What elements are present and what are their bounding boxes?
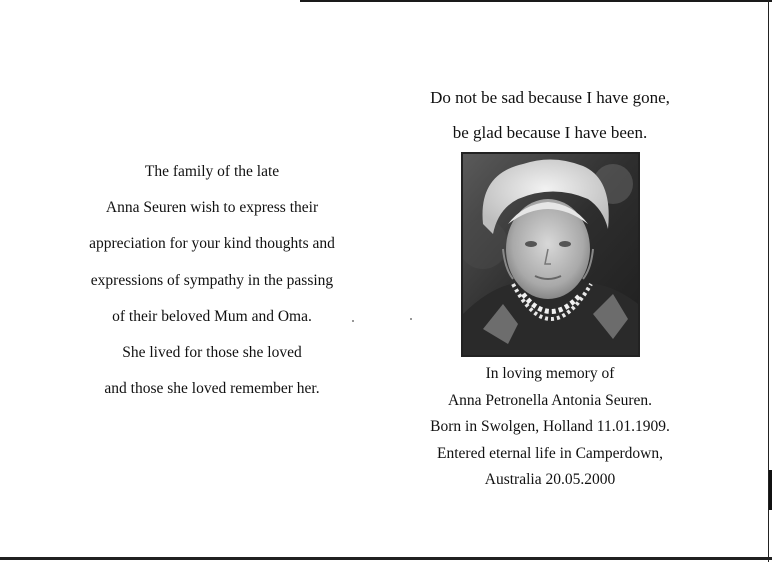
portrait-photo [461,152,640,357]
thank-you-message [42,154,382,407]
birth-details: Born in Swolgen, Holland 11.01.1909. [430,418,670,435]
verse-line: Do not be sad because I have gone, [430,88,670,107]
message-line: She lived for those she loved [122,343,302,361]
death-details: Australia 20.05.2000 [484,471,616,488]
memorial-details [400,361,700,494]
card-bottom-edge [0,557,772,560]
scan-speck [410,318,412,320]
verse-line: be glad because I have been. [452,123,648,142]
message-line: appreciation for your kind thoughts and [89,235,335,253]
memorial-line: In loving memory of [485,365,615,382]
message-line: Anna Seuren wish to express their [105,199,319,217]
card-top-edge [300,0,772,2]
deceased-name: Anna Petronella Antonia Seuren. [447,391,653,409]
memorial-verse [390,80,710,150]
message-line: expressions of sympathy in the passing [90,271,334,289]
message-line: of their beloved Mum and Oma. [112,307,312,325]
portrait-image [463,154,638,355]
message-line: The family of the late [144,163,280,180]
message-line: and those she loved remember her. [104,380,320,398]
death-details: Entered eternal life in Camperdown, [437,444,663,462]
